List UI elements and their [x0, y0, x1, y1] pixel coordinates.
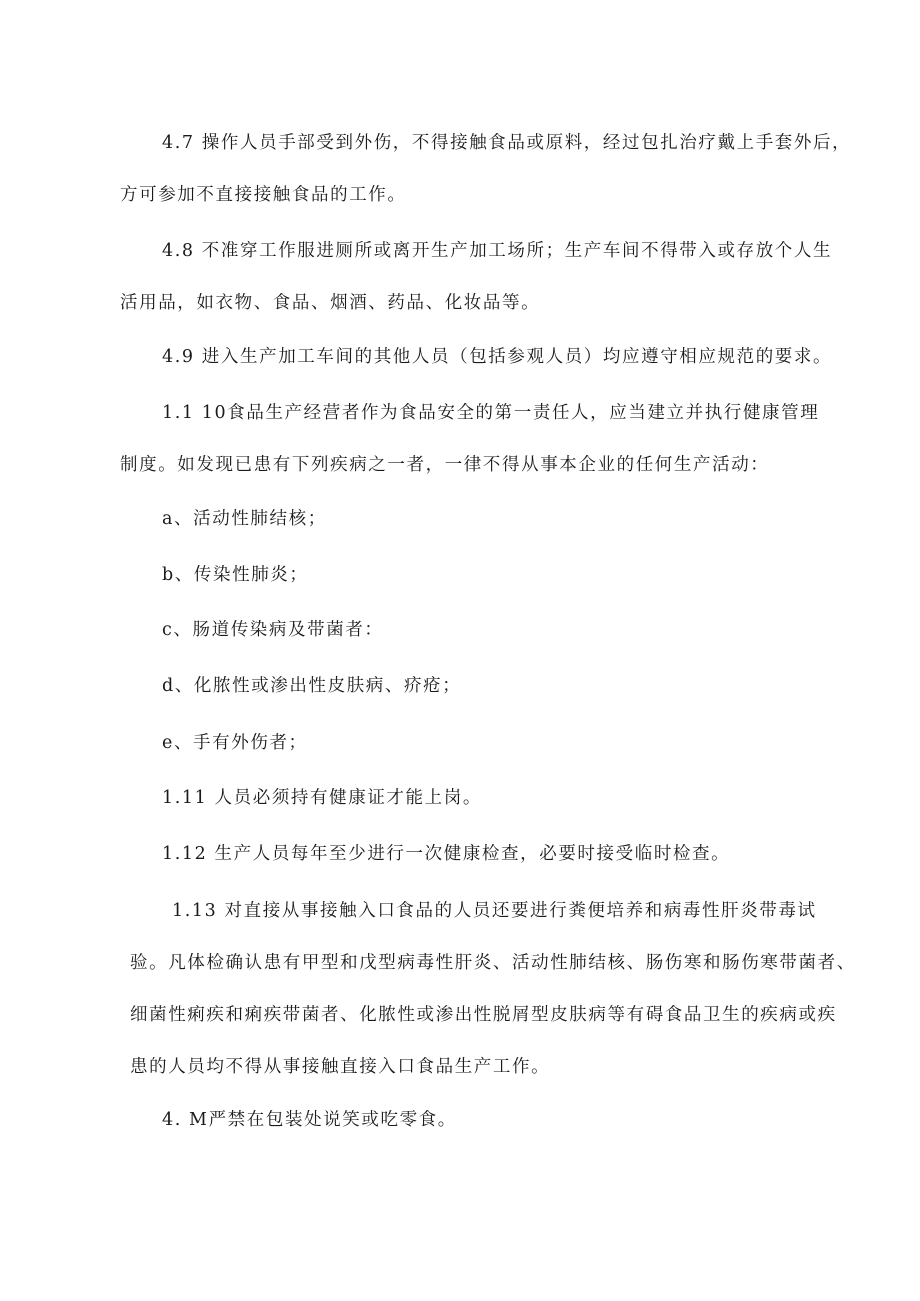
list-item-d: d、化脓性或渗出性皮肤病、疥疮；: [162, 676, 462, 696]
para-1-13-line-2: 验。凡体检确认患有甲型和戊型病毒性肝炎、活动性肺结核、肠伤寒和肠伤寒带菌者、: [130, 953, 856, 973]
list-item-b: b、传染性肺炎；: [162, 565, 309, 585]
para-1-13-line-3: 细菌性痢疾和痢疾带菌者、化脓性或渗出性脱屑型皮肤病等有碍食品卫生的疾病或疾: [130, 1005, 837, 1025]
para-4-7-line-2: 方可参加不直接接触食品的工作。: [120, 185, 407, 205]
para-4-9: 4.9 进入生产加工车间的其他人员（包括参观人员）均应遵守相应规范的要求。: [162, 347, 833, 367]
para-1-13-line-1: 1.13 对直接从事接触入口食品的人员还要进行粪便培养和病毒性肝炎带毒试: [172, 901, 817, 921]
para-1-1-line-1: 1.1 10食品生产经营者作为食品安全的第一责任人，应当建立并执行健康管理: [162, 403, 820, 423]
para-4-8-line-2: 活用品，如衣物、食品、烟酒、药品、化妆品等。: [120, 293, 541, 313]
list-item-e: e、手有外伤者；: [162, 733, 308, 753]
list-item-c: c、肠道传染病及带菌者：: [162, 620, 384, 640]
para-4-7-line-1: 4.7 操作人员手部受到外伤，不得接触食品或原料，经过包扎治疗戴上手套外后，: [162, 133, 852, 153]
para-1-1-line-2: 制度。如发现已患有下列疾病之一者，一律不得从事本企业的任何生产活动：: [120, 455, 770, 475]
para-1-13-line-4: 患的人员均不得从事接触直接入口食品生产工作。: [130, 1057, 551, 1077]
para-1-12: 1.12 生产人员每年至少进行一次健康检查，必要时接受临时检查。: [162, 844, 731, 864]
para-4-8-line-1: 4.8 不准穿工作服进厕所或离开生产加工场所；生产车间不得带入或存放个人生: [162, 241, 833, 261]
list-item-a: a、活动性肺结核；: [162, 509, 327, 529]
para-1-11: 1.11 人员必须持有健康证才能上岗。: [162, 788, 482, 808]
para-4-m: 4. M严禁在包装处说笑或吃零食。: [162, 1110, 457, 1130]
